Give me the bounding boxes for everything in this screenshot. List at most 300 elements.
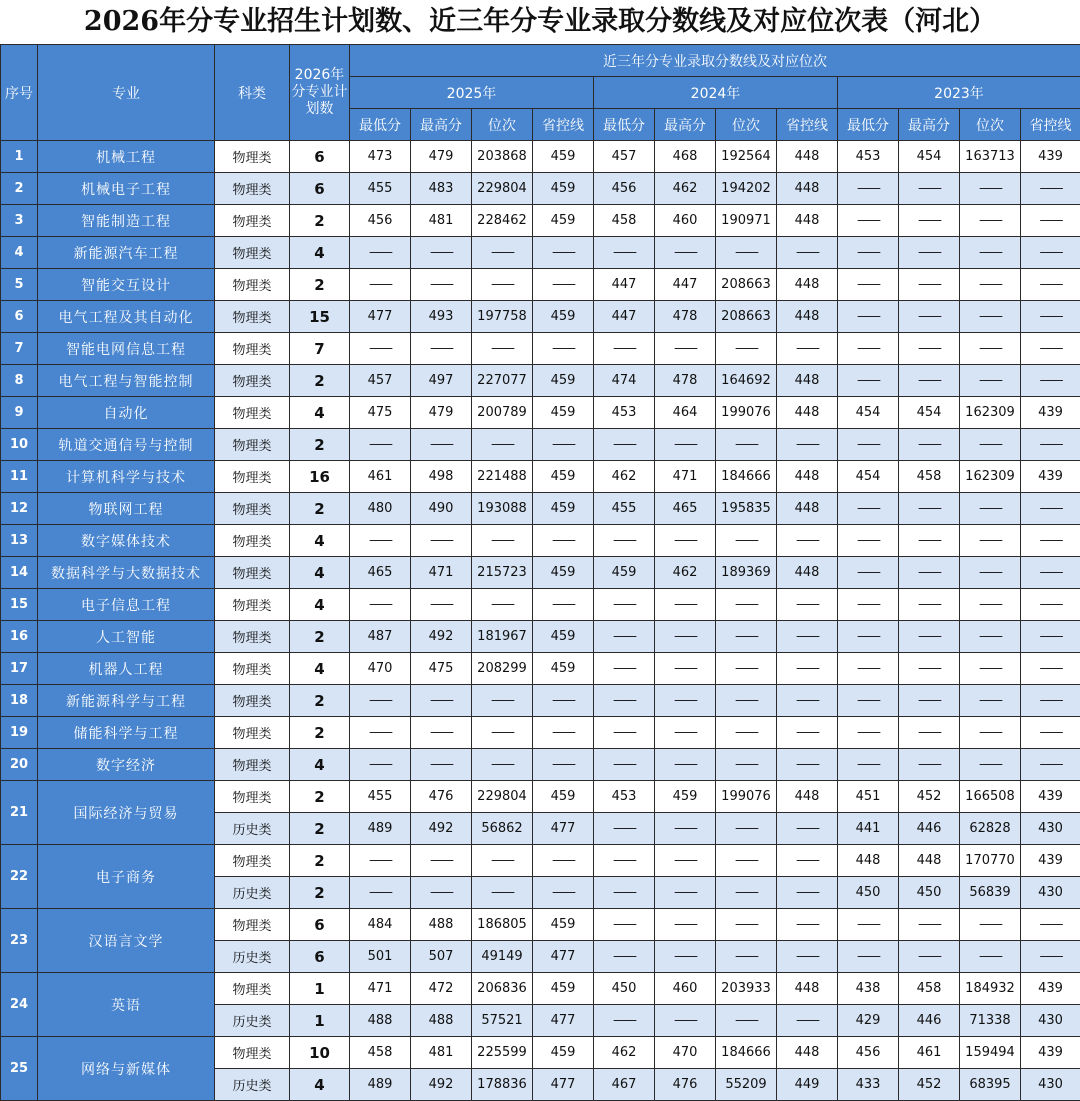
row-category: 物理类 (215, 685, 290, 717)
cell-max-score: —— (899, 493, 960, 525)
cell-rank: —— (960, 941, 1021, 973)
cell-control-line: —— (777, 941, 838, 973)
cell-rank: 208299 (472, 653, 533, 685)
table-row (1, 1037, 1080, 1069)
cell-control-line: 439 (1021, 1037, 1080, 1069)
cell-max-score: —— (655, 813, 716, 845)
row-major: 电子商务 (38, 845, 215, 909)
cell-max-score: —— (655, 941, 716, 973)
row-plan-count: 4 (290, 653, 350, 685)
table-row (1, 301, 1080, 333)
cell-min-score: 477 (350, 301, 411, 333)
cell-min-score: —— (838, 493, 899, 525)
table-row (1, 493, 1080, 525)
cell-max-score: 460 (655, 973, 716, 1005)
cell-max-score: 478 (655, 301, 716, 333)
cell-control-line: 430 (1021, 1069, 1080, 1101)
cell-rank: 192564 (716, 141, 777, 173)
cell-rank: —— (960, 909, 1021, 941)
cell-control-line: 448 (777, 1037, 838, 1069)
cell-min-score: 489 (350, 1069, 411, 1101)
cell-control-line: 459 (533, 397, 594, 429)
header-max-score: 最高分 (655, 109, 716, 141)
header-max-score: 最高分 (411, 109, 472, 141)
row-plan-count: 4 (290, 557, 350, 589)
row-plan-count: 4 (290, 589, 350, 621)
header-seq: 序号 (1, 45, 38, 141)
row-major: 新能源科学与工程 (38, 685, 215, 717)
cell-min-score: —— (594, 813, 655, 845)
cell-max-score: —— (655, 877, 716, 909)
cell-max-score: 479 (411, 397, 472, 429)
cell-rank: —— (472, 845, 533, 877)
cell-control-line: —— (533, 845, 594, 877)
cell-control-line: —— (1021, 909, 1080, 941)
cell-min-score: —— (350, 333, 411, 365)
cell-min-score: 458 (350, 1037, 411, 1069)
cell-min-score: 473 (350, 141, 411, 173)
cell-max-score: —— (899, 205, 960, 237)
cell-min-score: 501 (350, 941, 411, 973)
cell-control-line: —— (1021, 269, 1080, 301)
cell-rank: —— (472, 749, 533, 781)
row-plan-count: 2 (290, 493, 350, 525)
cell-rank: 227077 (472, 365, 533, 397)
cell-rank: 71338 (960, 1005, 1021, 1037)
cell-control-line: 459 (533, 365, 594, 397)
cell-rank: 181967 (472, 621, 533, 653)
cell-control-line: —— (777, 525, 838, 557)
header-category: 科类 (215, 45, 290, 141)
row-seq: 13 (1, 525, 38, 557)
cell-rank: —— (960, 589, 1021, 621)
cell-control-line: 459 (533, 173, 594, 205)
cell-control-line: 439 (1021, 461, 1080, 493)
cell-rank: —— (472, 333, 533, 365)
cell-control-line: 459 (533, 653, 594, 685)
cell-control-line: —— (1021, 621, 1080, 653)
row-major: 机器人工程 (38, 653, 215, 685)
cell-rank: —— (960, 621, 1021, 653)
cell-control-line: 448 (777, 365, 838, 397)
cell-rank: —— (472, 269, 533, 301)
row-plan-count: 4 (290, 525, 350, 557)
cell-rank: —— (716, 717, 777, 749)
cell-control-line: —— (1021, 429, 1080, 461)
row-major: 电气工程及其自动化 (38, 301, 215, 333)
row-plan-count: 4 (290, 749, 350, 781)
cell-control-line: 477 (533, 813, 594, 845)
row-major: 英语 (38, 973, 215, 1037)
cell-control-line: —— (533, 269, 594, 301)
cell-max-score: 464 (655, 397, 716, 429)
cell-min-score: 433 (838, 1069, 899, 1101)
header-control-line: 省控线 (777, 109, 838, 141)
cell-max-score: —— (411, 717, 472, 749)
cell-min-score: 451 (838, 781, 899, 813)
row-major: 数字经济 (38, 749, 215, 781)
cell-control-line: 448 (777, 461, 838, 493)
row-seq: 21 (1, 781, 38, 845)
cell-rank: 221488 (472, 461, 533, 493)
cell-control-line: —— (1021, 493, 1080, 525)
table-row (1, 525, 1080, 557)
header-min-score: 最低分 (594, 109, 655, 141)
row-major: 电气工程与智能控制 (38, 365, 215, 397)
row-seq: 19 (1, 717, 38, 749)
cell-control-line: —— (1021, 653, 1080, 685)
cell-rank: 186805 (472, 909, 533, 941)
table-row (1, 717, 1080, 749)
cell-min-score: 459 (594, 557, 655, 589)
row-major: 网络与新媒体 (38, 1037, 215, 1101)
cell-min-score: 455 (350, 781, 411, 813)
cell-max-score: 458 (899, 973, 960, 1005)
row-seq: 20 (1, 749, 38, 781)
cell-control-line: —— (777, 653, 838, 685)
cell-control-line: —— (1021, 237, 1080, 269)
cell-control-line: 448 (777, 301, 838, 333)
cell-max-score: —— (899, 365, 960, 397)
cell-control-line: 459 (533, 621, 594, 653)
cell-max-score: —— (655, 621, 716, 653)
cell-max-score: 488 (411, 909, 472, 941)
cell-rank: —— (716, 845, 777, 877)
cell-min-score: —— (838, 653, 899, 685)
cell-control-line: —— (777, 749, 838, 781)
cell-max-score: —— (899, 173, 960, 205)
cell-min-score: 465 (350, 557, 411, 589)
cell-max-score: —— (655, 653, 716, 685)
cell-min-score: 480 (350, 493, 411, 525)
cell-max-score: 471 (655, 461, 716, 493)
row-seq: 15 (1, 589, 38, 621)
row-seq: 23 (1, 909, 38, 973)
row-major: 机械电子工程 (38, 173, 215, 205)
row-category: 物理类 (215, 1037, 290, 1069)
cell-min-score: 453 (594, 781, 655, 813)
cell-rank: —— (472, 877, 533, 909)
row-major: 汉语言文学 (38, 909, 215, 973)
row-category: 物理类 (215, 589, 290, 621)
cell-control-line: 459 (533, 461, 594, 493)
cell-control-line: —— (777, 621, 838, 653)
cell-max-score: —— (899, 301, 960, 333)
cell-min-score: —— (594, 333, 655, 365)
cell-min-score: —— (350, 269, 411, 301)
cell-control-line: —— (777, 333, 838, 365)
cell-rank: —— (960, 269, 1021, 301)
cell-max-score: —— (899, 653, 960, 685)
row-plan-count: 2 (290, 781, 350, 813)
row-category: 物理类 (215, 269, 290, 301)
cell-rank: —— (472, 237, 533, 269)
cell-min-score: —— (350, 877, 411, 909)
cell-control-line: —— (777, 237, 838, 269)
cell-rank: 163713 (960, 141, 1021, 173)
row-plan-count: 15 (290, 301, 350, 333)
cell-rank: —— (960, 749, 1021, 781)
cell-max-score: —— (655, 589, 716, 621)
cell-control-line: —— (1021, 333, 1080, 365)
cell-min-score: 484 (350, 909, 411, 941)
cell-rank: —— (716, 749, 777, 781)
cell-rank: 206836 (472, 973, 533, 1005)
cell-control-line: —— (777, 589, 838, 621)
cell-min-score: —— (838, 205, 899, 237)
cell-control-line: 439 (1021, 973, 1080, 1005)
cell-rank: 162309 (960, 397, 1021, 429)
cell-control-line: 448 (777, 493, 838, 525)
cell-control-line: 459 (533, 557, 594, 589)
cell-min-score: 462 (594, 461, 655, 493)
cell-min-score: 462 (594, 1037, 655, 1069)
cell-control-line: 459 (533, 909, 594, 941)
cell-max-score: —— (655, 429, 716, 461)
row-seq: 11 (1, 461, 38, 493)
cell-control-line: 439 (1021, 845, 1080, 877)
cell-control-line: —— (1021, 557, 1080, 589)
row-plan-count: 4 (290, 1069, 350, 1101)
row-major: 储能科学与工程 (38, 717, 215, 749)
cell-min-score: 467 (594, 1069, 655, 1101)
cell-rank: 164692 (716, 365, 777, 397)
cell-rank: 200789 (472, 397, 533, 429)
cell-rank: —— (716, 1005, 777, 1037)
cell-max-score: 497 (411, 365, 472, 397)
cell-control-line: —— (777, 813, 838, 845)
row-category: 物理类 (215, 909, 290, 941)
cell-control-line: 430 (1021, 813, 1080, 845)
cell-min-score: 447 (594, 269, 655, 301)
cell-max-score: —— (411, 237, 472, 269)
cell-control-line: —— (533, 333, 594, 365)
row-plan-count: 6 (290, 141, 350, 173)
row-plan-count: 10 (290, 1037, 350, 1069)
cell-min-score: 448 (838, 845, 899, 877)
row-seq: 10 (1, 429, 38, 461)
cell-min-score: 458 (594, 205, 655, 237)
cell-rank: 208663 (716, 301, 777, 333)
cell-min-score: 455 (350, 173, 411, 205)
cell-min-score: —— (838, 269, 899, 301)
header-rank: 位次 (716, 109, 777, 141)
cell-max-score: 452 (899, 1069, 960, 1101)
cell-min-score: 475 (350, 397, 411, 429)
row-category: 物理类 (215, 365, 290, 397)
cell-control-line: —— (1021, 525, 1080, 557)
cell-min-score: 488 (350, 1005, 411, 1037)
row-category: 物理类 (215, 461, 290, 493)
row-plan-count: 4 (290, 237, 350, 269)
row-seq: 5 (1, 269, 38, 301)
cell-rank: 49149 (472, 941, 533, 973)
cell-control-line: 459 (533, 301, 594, 333)
cell-rank: —— (716, 653, 777, 685)
cell-control-line: —— (777, 1005, 838, 1037)
table-row (1, 845, 1080, 877)
row-category: 物理类 (215, 973, 290, 1005)
cell-min-score: 455 (594, 493, 655, 525)
cell-min-score: —— (350, 429, 411, 461)
cell-min-score: 489 (350, 813, 411, 845)
cell-rank: —— (960, 685, 1021, 717)
cell-max-score: —— (411, 525, 472, 557)
cell-max-score: 478 (655, 365, 716, 397)
row-plan-count: 4 (290, 397, 350, 429)
cell-rank: 195835 (716, 493, 777, 525)
cell-max-score: —— (655, 525, 716, 557)
admission-score-table (0, 44, 1080, 1101)
cell-max-score: —— (411, 685, 472, 717)
cell-rank: 229804 (472, 781, 533, 813)
cell-min-score: —— (350, 685, 411, 717)
cell-min-score: 471 (350, 973, 411, 1005)
cell-control-line: —— (533, 685, 594, 717)
cell-max-score: —— (899, 525, 960, 557)
row-seq: 1 (1, 141, 38, 173)
cell-max-score: 468 (655, 141, 716, 173)
cell-min-score: —— (594, 429, 655, 461)
cell-rank: 170770 (960, 845, 1021, 877)
cell-control-line: —— (533, 429, 594, 461)
table-row (1, 653, 1080, 685)
cell-control-line: 430 (1021, 877, 1080, 909)
cell-max-score: 454 (899, 141, 960, 173)
table-row (1, 269, 1080, 301)
row-plan-count: 6 (290, 909, 350, 941)
cell-min-score: —— (350, 237, 411, 269)
cell-control-line: —— (1021, 173, 1080, 205)
cell-max-score: —— (411, 429, 472, 461)
cell-control-line: —— (1021, 589, 1080, 621)
cell-rank: 215723 (472, 557, 533, 589)
cell-rank: —— (960, 653, 1021, 685)
cell-max-score: —— (899, 589, 960, 621)
row-plan-count: 2 (290, 429, 350, 461)
cell-min-score: —— (838, 749, 899, 781)
row-seq: 22 (1, 845, 38, 909)
row-seq: 6 (1, 301, 38, 333)
cell-control-line: 459 (533, 781, 594, 813)
cell-max-score: —— (899, 749, 960, 781)
cell-min-score: —— (838, 525, 899, 557)
cell-max-score: 492 (411, 621, 472, 653)
cell-min-score: 457 (350, 365, 411, 397)
cell-rank: 228462 (472, 205, 533, 237)
cell-max-score: 452 (899, 781, 960, 813)
cell-min-score: —— (350, 525, 411, 557)
cell-max-score: —— (411, 333, 472, 365)
page-title: 2026年分专业招生计划数、近三年分专业录取分数线及对应位次表（河北） (0, 0, 1080, 44)
cell-control-line: 459 (533, 141, 594, 173)
cell-rank: —— (716, 877, 777, 909)
cell-rank: 203868 (472, 141, 533, 173)
cell-max-score: —— (899, 717, 960, 749)
cell-min-score: —— (838, 557, 899, 589)
table-row (1, 749, 1080, 781)
cell-max-score: —— (655, 909, 716, 941)
cell-rank: 190971 (716, 205, 777, 237)
cell-max-score: 475 (411, 653, 472, 685)
table-row (1, 397, 1080, 429)
cell-rank: —— (472, 717, 533, 749)
cell-max-score: —— (899, 941, 960, 973)
cell-rank: —— (716, 589, 777, 621)
cell-min-score: —— (594, 845, 655, 877)
row-plan-count: 2 (290, 813, 350, 845)
cell-max-score: 459 (655, 781, 716, 813)
cell-min-score: —— (838, 333, 899, 365)
cell-rank: —— (960, 525, 1021, 557)
header-min-score: 最低分 (838, 109, 899, 141)
cell-max-score: —— (899, 333, 960, 365)
cell-min-score: —— (838, 909, 899, 941)
cell-rank: —— (960, 429, 1021, 461)
cell-control-line: 448 (777, 141, 838, 173)
cell-rank: 193088 (472, 493, 533, 525)
cell-min-score: 429 (838, 1005, 899, 1037)
cell-max-score: 488 (411, 1005, 472, 1037)
cell-min-score: 450 (838, 877, 899, 909)
cell-max-score: 498 (411, 461, 472, 493)
cell-min-score: —— (594, 909, 655, 941)
row-category: 物理类 (215, 557, 290, 589)
cell-control-line: —— (533, 717, 594, 749)
cell-max-score: 481 (411, 1037, 472, 1069)
row-major: 新能源汽车工程 (38, 237, 215, 269)
table-row (1, 973, 1080, 1005)
cell-max-score: —— (411, 877, 472, 909)
cell-control-line: —— (533, 237, 594, 269)
row-seq: 7 (1, 333, 38, 365)
cell-max-score: 472 (411, 973, 472, 1005)
cell-rank: 194202 (716, 173, 777, 205)
cell-min-score: —— (594, 237, 655, 269)
row-plan-count: 1 (290, 973, 350, 1005)
cell-min-score: 470 (350, 653, 411, 685)
cell-rank: —— (716, 429, 777, 461)
cell-max-score: 462 (655, 173, 716, 205)
cell-min-score: 474 (594, 365, 655, 397)
cell-control-line: —— (1021, 717, 1080, 749)
cell-max-score: —— (899, 621, 960, 653)
cell-control-line: 459 (533, 973, 594, 1005)
cell-max-score: 481 (411, 205, 472, 237)
header-year-2023: 2023年 (838, 77, 1080, 109)
cell-min-score: 454 (838, 461, 899, 493)
cell-control-line: —— (1021, 749, 1080, 781)
row-seq: 3 (1, 205, 38, 237)
row-seq: 16 (1, 621, 38, 653)
cell-rank: —— (716, 813, 777, 845)
cell-rank: —— (960, 237, 1021, 269)
row-major: 智能交互设计 (38, 269, 215, 301)
cell-max-score: 476 (655, 1069, 716, 1101)
cell-max-score: 446 (899, 813, 960, 845)
cell-min-score: —— (838, 365, 899, 397)
header-rank: 位次 (472, 109, 533, 141)
cell-control-line: —— (1021, 205, 1080, 237)
cell-rank: —— (960, 205, 1021, 237)
table-row (1, 205, 1080, 237)
cell-min-score: —— (594, 717, 655, 749)
cell-control-line: 477 (533, 1005, 594, 1037)
header-year-2025: 2025年 (350, 77, 594, 109)
cell-rank: —— (716, 621, 777, 653)
cell-rank: 197758 (472, 301, 533, 333)
cell-rank: 189369 (716, 557, 777, 589)
